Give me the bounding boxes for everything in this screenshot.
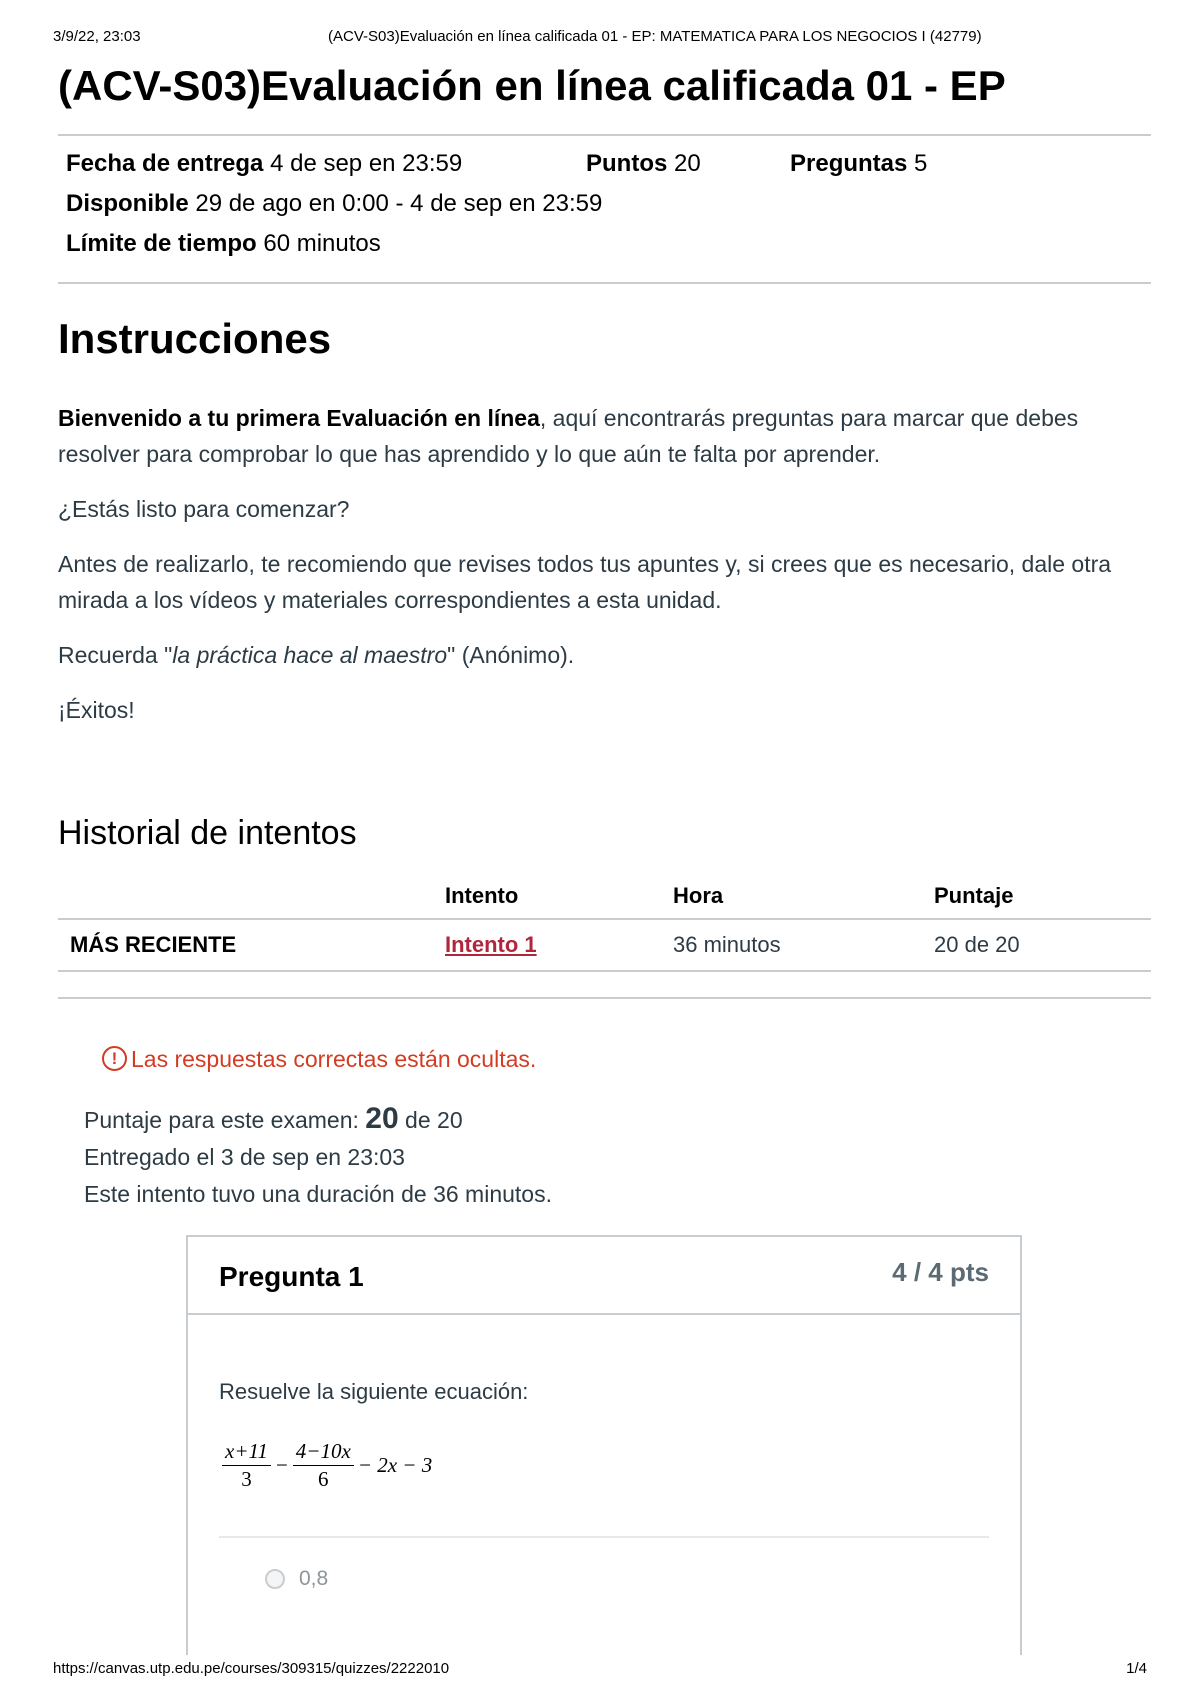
column-header-score: Puntaje: [934, 874, 1151, 919]
attempt-history-table: [58, 874, 1151, 972]
exam-score-value: 20: [365, 1102, 399, 1135]
attempt-duration: Este intento tuvo una duración de 36 minutos.: [84, 1181, 552, 1207]
details-row-1: [66, 150, 928, 190]
details-row-3: [66, 230, 602, 270]
column-header-attempt: Intento: [445, 874, 673, 919]
instructions-body: [58, 400, 1153, 747]
attempt-score: 20 de 20: [934, 919, 1151, 971]
welcome-bold-text: Bienvenido a tu primera Evaluación en línea: [58, 405, 540, 431]
attempt-1-link[interactable]: Intento 1: [445, 932, 537, 957]
exam-score-line: [84, 1100, 552, 1139]
time-limit-label: Límite de tiempo: [66, 230, 257, 257]
question-prompt: Resuelve la siguiente ecuación:: [219, 1379, 529, 1404]
divider: [58, 134, 1151, 136]
question-header: [188, 1237, 1020, 1315]
attempt-time: 36 minutos: [673, 919, 934, 971]
quote-prefix: Recuerda ": [58, 642, 173, 668]
welcome-text: , aquí encontrarás preguntas para marcar que debes resolver para comprobar lo que has aprendido y lo que aún te falta por aprender.: [58, 405, 1079, 467]
available-label: Disponible: [66, 190, 189, 217]
print-header: [53, 28, 1147, 48]
instructions-paragraph: ¡Éxitos!: [58, 697, 135, 723]
answer-option[interactable]: [265, 1567, 328, 1591]
question-points: 4 / 4 pts: [892, 1257, 989, 1287]
fraction-numerator: 4−10x: [293, 1439, 354, 1466]
exam-score-total: de 20: [398, 1107, 463, 1133]
exam-score-label: Puntaje para este examen:: [84, 1107, 366, 1133]
fraction-denominator: 6: [318, 1466, 329, 1491]
most-recent-label: MÁS RECIENTE: [58, 919, 445, 971]
due-date-label: Fecha de entrega: [66, 150, 264, 177]
page-title: (ACV-S03)Evaluación en línea calificada 01 - EP: [58, 62, 1006, 109]
table-header-row: [58, 874, 1151, 919]
print-document-title: (ACV-S03)Evaluación en línea calificada 01 - EP: MATEMATICA PARA LOS NEGOCIOS I (42779): [328, 28, 982, 45]
instructions-paragraph: [58, 637, 1153, 673]
questions-group: [790, 150, 927, 178]
print-footer: [53, 1660, 1147, 1680]
points-value: 20: [674, 150, 701, 177]
time-limit-value: 60 minutos: [263, 230, 381, 257]
submitted-at: Entregado el 3 de sep en 23:03: [84, 1144, 405, 1170]
quote-italic: la práctica hace al maestro: [172, 642, 448, 668]
equation-image: [220, 1435, 432, 1495]
equation-remainder: − 2x − 3: [357, 1452, 433, 1477]
attempt-history-heading: Historial de intentos: [58, 814, 357, 852]
divider: [58, 282, 1151, 284]
warning-icon: !: [102, 1046, 127, 1071]
print-url: https://canvas.utp.edu.pe/courses/309315/quizzes/2222010: [53, 1660, 450, 1677]
attempt-cell: [445, 919, 673, 971]
fraction-denominator: 3: [241, 1466, 252, 1491]
page-number: 1/4: [1126, 1660, 1147, 1677]
divider: [58, 997, 1151, 999]
due-date-value: 4 de sep en 23:59: [270, 150, 463, 177]
radio-button-icon[interactable]: [265, 1569, 285, 1589]
question-card: [186, 1235, 1022, 1655]
points-group: [586, 150, 701, 178]
answers-hidden-notice: [102, 1046, 536, 1073]
points-label: Puntos: [586, 150, 668, 177]
column-header-empty: [58, 874, 445, 919]
instructions-heading: Instrucciones: [58, 315, 332, 362]
instructions-paragraph: ¿Estás listo para comenzar?: [58, 496, 350, 522]
answer-divider: [219, 1536, 989, 1538]
instructions-paragraph: Antes de realizarlo, te recomiendo que revises todos tus apuntes y, si crees que es necesario, dale otra mirada a los vídeos y materiales correspondientes a esta unidad.: [58, 551, 1112, 613]
table-row: [58, 919, 1151, 971]
column-header-time: Hora: [673, 874, 934, 919]
fraction: [293, 1439, 354, 1492]
quote-suffix: " (Anónimo).: [447, 642, 575, 668]
question-title: Pregunta 1: [219, 1261, 364, 1292]
available-value: 29 de ago en 0:00 - 4 de sep en 23:59: [195, 190, 603, 217]
print-date: 3/9/22, 23:03: [53, 28, 141, 45]
questions-label: Preguntas: [790, 150, 908, 177]
minus-operator: −: [275, 1452, 288, 1477]
answers-hidden-text: Las respuestas correctas están ocultas.: [131, 1046, 537, 1072]
questions-value: 5: [914, 150, 928, 177]
fraction: [222, 1439, 271, 1492]
quiz-details: [66, 150, 928, 270]
answer-option-label: 0,8: [299, 1567, 329, 1590]
fraction-numerator: x+11: [222, 1439, 271, 1466]
instructions-paragraph: [58, 400, 1153, 472]
details-row-2: [66, 190, 602, 230]
score-summary: [84, 1100, 552, 1213]
